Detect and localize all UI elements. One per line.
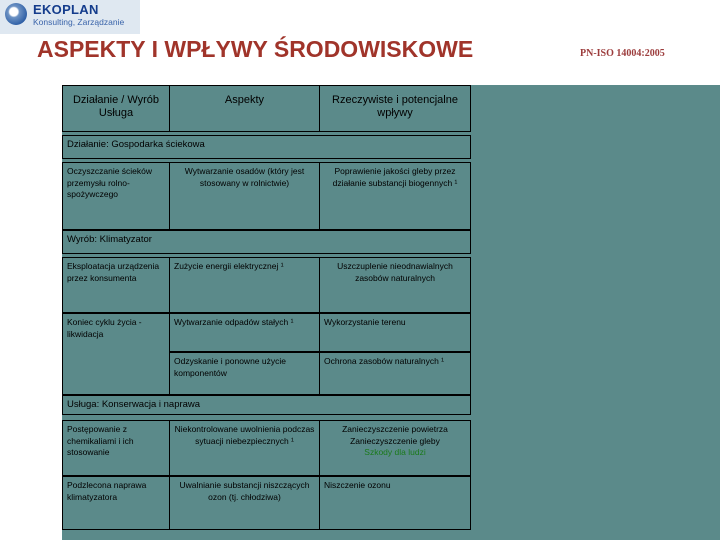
section-maintenance: Usługa: Konserwacja i naprawa (62, 395, 471, 415)
row-disposal-activity: Koniec cyklu życia - likwidacja (62, 313, 170, 395)
row-repair-impact: Niszczenie ozonu (319, 476, 471, 530)
row-disposal-impact: Wykorzystanie terenu (319, 313, 471, 352)
row-wastewater-activity: Oczyszczanie ścieków przemysłu rolno-spożywczego (62, 162, 170, 230)
logo-name: EKOPLAN (33, 2, 99, 17)
row-chemicals-aspect: Niekontrolowane uwolnienia podczas sytuacji niebezpiecznych ¹ (169, 420, 320, 476)
page-title: ASPEKTY I WPŁYWY ŚRODOWISKOWE (37, 36, 474, 62)
logo-icon (5, 3, 27, 25)
section-air-conditioner: Wyrób: Klimatyzator (62, 230, 471, 254)
row-recovery-aspect: Odzyskanie i ponowne użycie komponentów (169, 352, 320, 395)
logo (0, 0, 140, 34)
impact-air-pollution: Zanieczyszczenie powietrza (342, 424, 448, 434)
row-repair-activity: Podzlecona naprawa klimatyzatora (62, 476, 170, 530)
row-disposal-aspect: Wytwarzanie odpadów stałych ¹ (169, 313, 320, 352)
row-repair-aspect: Uwalnianie substancji niszczących ozon (tj. chłodziwa) (169, 476, 320, 530)
row-wastewater-impact: Poprawienie jakości gleby przez działanie substancji biogennych ¹ (319, 162, 471, 230)
header-impacts: Rzeczywiste i potencjalne wpływy (319, 85, 471, 132)
row-chemicals-impact (319, 420, 471, 476)
row-wastewater-aspect: Wytwarzanie osadów (który jest stosowany w rolnictwie) (169, 162, 320, 230)
row-usage-aspect: Zużycie energii elektrycznej ¹ (169, 257, 320, 313)
logo-tagline: Konsulting, Zarządzanie (33, 17, 125, 27)
impact-human-harm: Szkody dla ludzi (364, 447, 426, 457)
header-aspects: Aspekty (169, 85, 320, 132)
section-wastewater: Działanie: Gospodarka ściekowa (62, 135, 471, 159)
row-usage-activity: Eksploatacja urządzenia przez konsumenta (62, 257, 170, 313)
row-chemicals-activity: Postępowanie z chemikaliami i ich stosowanie (62, 420, 170, 476)
row-recovery-impact: Ochrona zasobów naturalnych ¹ (319, 352, 471, 395)
impact-soil-pollution: Zanieczyszczenie gleby (350, 435, 440, 446)
standard-label: PN-ISO 14004:2005 (580, 48, 665, 59)
header-activity: Działanie / Wyrób Usługa (62, 85, 170, 132)
row-usage-impact: Uszczuplenie nieodnawialnych zasobów naturalnych (319, 257, 471, 313)
